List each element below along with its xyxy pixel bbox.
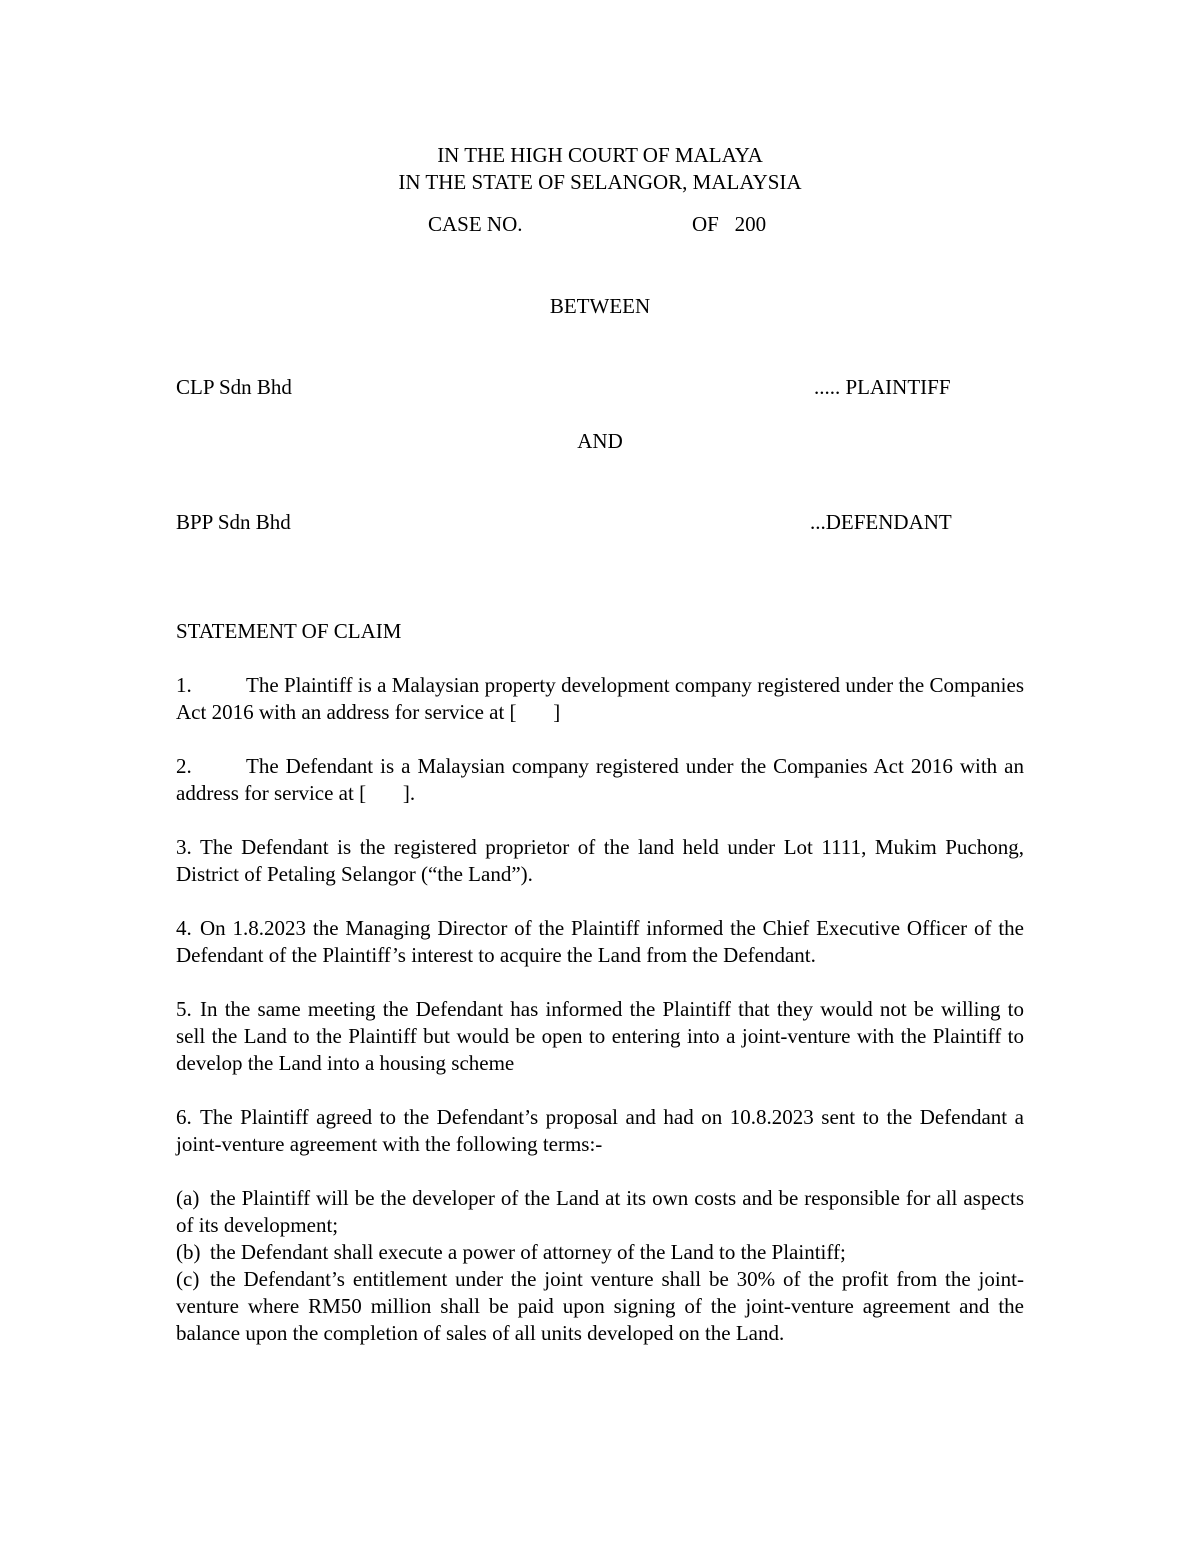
claim-paragraph-4 [176,915,1024,969]
paragraph-number: 2. [176,754,192,778]
term-item-b [176,1239,1024,1266]
term-text: the Defendant’s entitlement under the joint venture shall be 30% of the profit from the joint-venture where RM50 million shall be paid upon signing of the joint-venture agreement and the balance upon the completion of sales of all units developed on the Land. [176,1267,1024,1345]
paragraph-number: 3. [176,835,192,859]
paragraph-text: The Plaintiff agreed to the Defendant’s proposal and had on 10.8.2023 sent to the Defendant a joint-venture agreement with the following terms:- [176,1105,1024,1156]
claim-paragraph-2 [176,753,1030,807]
term-text: the Plaintiff will be the developer of the Land at its own costs and be responsible for all aspects of its development; [176,1186,1024,1237]
defendant-role: ...DEFENDANT [810,510,952,534]
paragraph-number: 4. [176,916,192,940]
term-text: the Defendant shall execute a power of attorney of the Land to the Plaintiff; [210,1240,846,1264]
statement-heading: STATEMENT OF CLAIM [176,619,402,643]
paragraph-text: On 1.8.2023 the Managing Director of the Plaintiff informed the Chief Executive Officer of the Defendant of the Plaintiff’s interest to acquire the Land from the Defendant. [176,916,1024,967]
case-year: OF 200 [692,212,767,236]
and-label: AND [577,429,623,453]
term-item-a [176,1185,1024,1239]
case-number-label: CASE NO. [428,212,523,236]
claim-paragraph-5 [176,996,1024,1077]
paragraph-text: The Plaintiff is a Malaysian property development company registered under the Companies Act 2016 with an address for service at [ ] [176,673,1029,724]
claim-paragraph-1 [176,672,1029,726]
plaintiff-name: CLP Sdn Bhd [176,375,292,399]
paragraph-number: 5. [176,997,192,1021]
term-label: (b) [176,1240,201,1264]
paragraph-number: 6. [176,1105,192,1129]
state-title: IN THE STATE OF SELANGOR, MALAYSIA [398,170,802,194]
claim-paragraph-3 [176,834,1024,888]
term-label: (c) [176,1267,200,1291]
plaintiff-role: ..... PLAINTIFF [814,375,951,399]
paragraph-text: In the same meeting the Defendant has informed the Plaintiff that they would not be willing to sell the Land to the Plaintiff but would be open to entering into a joint-venture with the Plaintiff to develop the Land into a housing scheme [176,997,1024,1075]
defendant-name: BPP Sdn Bhd [176,510,291,534]
paragraph-number: 1. [176,673,192,697]
court-title: IN THE HIGH COURT OF MALAYA [437,143,763,167]
paragraph-text: The Defendant is a Malaysian company registered under the Companies Act 2016 with an address for service at [ ]. [176,754,1030,805]
between-label: BETWEEN [549,294,651,318]
claim-paragraph-6 [176,1104,1024,1158]
term-label: (a) [176,1186,200,1210]
term-item-c [176,1266,1024,1347]
paragraph-text: The Defendant is the registered proprietor of the land held under Lot 1111, Mukim Puchong, District of Petaling Selangor (“the Land”). [176,835,1024,886]
